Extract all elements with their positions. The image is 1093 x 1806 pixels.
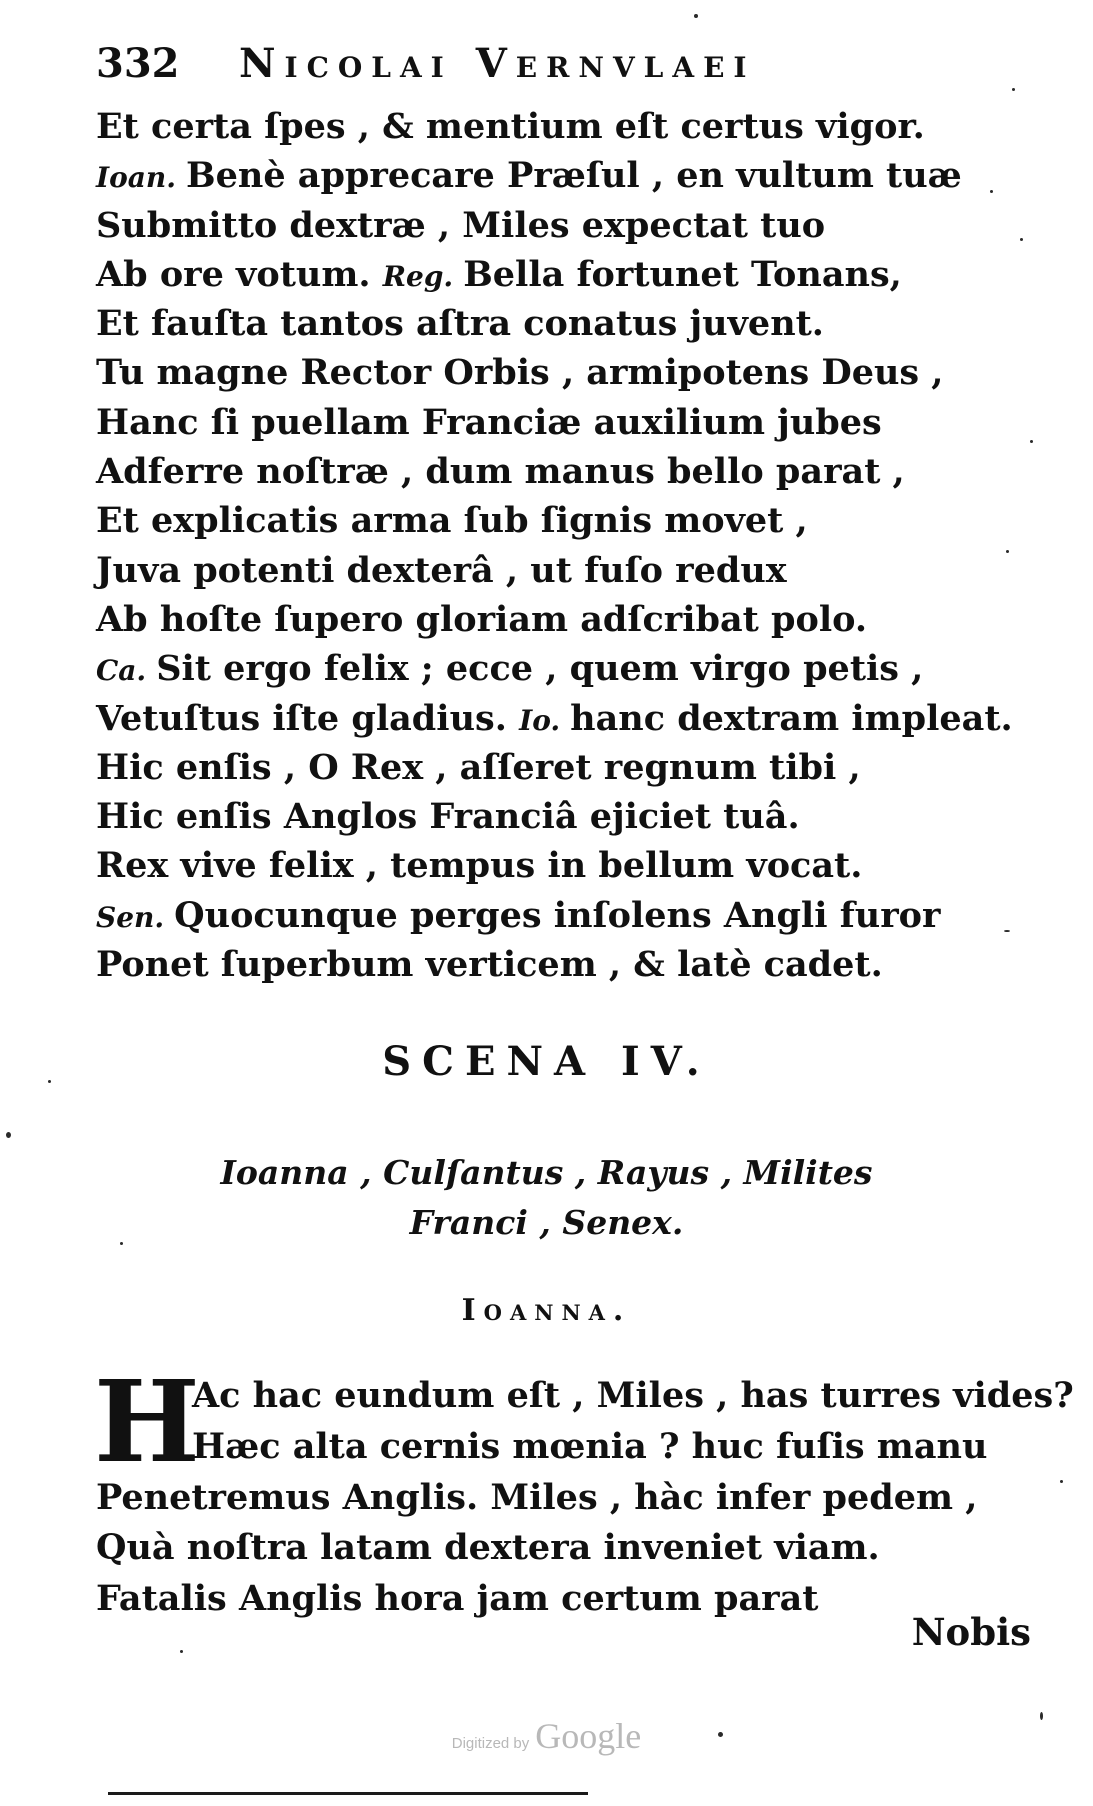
scan-speck	[48, 1080, 51, 1083]
verse-line: Ponet ſuperbum verticem , & latè cadet.	[96, 944, 883, 986]
characters-line: Ioanna , Culſantus , Rayus , Milites	[220, 1153, 873, 1192]
page-number: 332	[96, 40, 180, 87]
scene-heading: SCENA IV.	[382, 1038, 711, 1085]
running-head	[96, 40, 896, 100]
speech-block	[94, 1357, 1074, 1625]
verse-line: Adferre noſtræ , dum manus bello parat ,	[96, 451, 905, 493]
scan-speck	[1012, 88, 1015, 91]
verse-line: Et fauſta tantos aſtra conatus juvent.	[96, 303, 824, 345]
page-edge-rule	[108, 1792, 588, 1795]
scan-speck	[120, 1242, 123, 1245]
scan-speck	[180, 1650, 183, 1653]
scan-speck	[1004, 930, 1010, 932]
speaker-label: Sen.	[96, 900, 165, 934]
verse-line: Tu magne Rector Orbis , armipotens Deus ,	[96, 352, 944, 394]
characters-line: Franci , Senex.	[409, 1203, 684, 1242]
verse-line: Hanc ſi puellam Franciæ auxilium jubes	[96, 401, 882, 443]
verse-block	[96, 102, 1026, 989]
digitized-label: Digitized by	[451, 1735, 530, 1752]
verse-line: Ioan. Benè apprecare Præſul , en vultum tuæ	[96, 155, 962, 197]
digitization-watermark	[0, 1715, 1093, 1757]
google-logo: Google	[535, 1716, 642, 1756]
scan-speck	[718, 1732, 723, 1737]
scan-speck	[990, 190, 993, 193]
scan-speck	[1020, 238, 1023, 241]
scan-speck	[1006, 550, 1009, 553]
verse-line: Et certa ſpes , & mentium eſt certus vigor.	[96, 106, 925, 147]
verse-line: Submitto dextræ , Miles expectat tuo	[96, 204, 826, 246]
speaker-label: Io.	[519, 703, 561, 737]
scan-speck	[1040, 1712, 1043, 1720]
verse-line: Sen. Quocunque perges inſolens Angli furor	[96, 894, 941, 936]
running-title: Nicolai Vernvlaei	[238, 40, 756, 87]
scan-speck	[6, 1132, 11, 1138]
verse-line: Vetuſtus iſte gladius. Io. hanc dextram impleat.	[96, 697, 1013, 739]
catchword: Nobis	[911, 1610, 1031, 1654]
dramatis-personae	[0, 1148, 1093, 1248]
drop-cap: H	[94, 1357, 200, 1488]
scan-speck	[1030, 440, 1033, 443]
speech-line: Hæc alta cernis mœnia ? huc fuſis manu	[192, 1425, 988, 1467]
speech-line: Penetremus Anglis. Miles , hàc infer pedem ,	[96, 1476, 978, 1518]
speaker-label: Reg.	[382, 259, 454, 293]
speech-line: Ac hac eundum eſt , Miles , has turres vides?	[192, 1375, 1074, 1416]
speaker-label: Ioan.	[96, 161, 177, 195]
speech-line: Fatalis Anglis hora jam certum parat	[96, 1578, 819, 1620]
verse-line: Ca. Sit ergo felix ; ecce , quem virgo petis ,	[96, 648, 924, 690]
speaker-heading: Ioanna.	[461, 1293, 632, 1328]
speaker-label: Ca.	[96, 654, 147, 688]
verse-line: Juva potenti dexterâ , ut fuſo redux	[96, 549, 787, 591]
verse-line: Ab hoſte ſupero gloriam adſcribat polo.	[96, 598, 868, 640]
verse-line: Et explicatis arma ſub ſignis movet ,	[96, 500, 808, 542]
scan-speck	[694, 14, 698, 18]
verse-line: Hic enſis , O Rex , aſſeret regnum tibi ,	[96, 746, 861, 788]
verse-line: Rex vive felix , tempus in bellum vocat.	[96, 845, 863, 887]
speech-line: Quà noſtra latam dextera inveniet viam.	[96, 1527, 880, 1569]
verse-line: Ab ore votum. Reg. Bella fortunet Tonans,	[96, 253, 902, 295]
verse-line: Hic enſis Anglos Franciâ ejiciet tuâ.	[96, 796, 800, 838]
scan-speck	[1060, 1480, 1063, 1483]
